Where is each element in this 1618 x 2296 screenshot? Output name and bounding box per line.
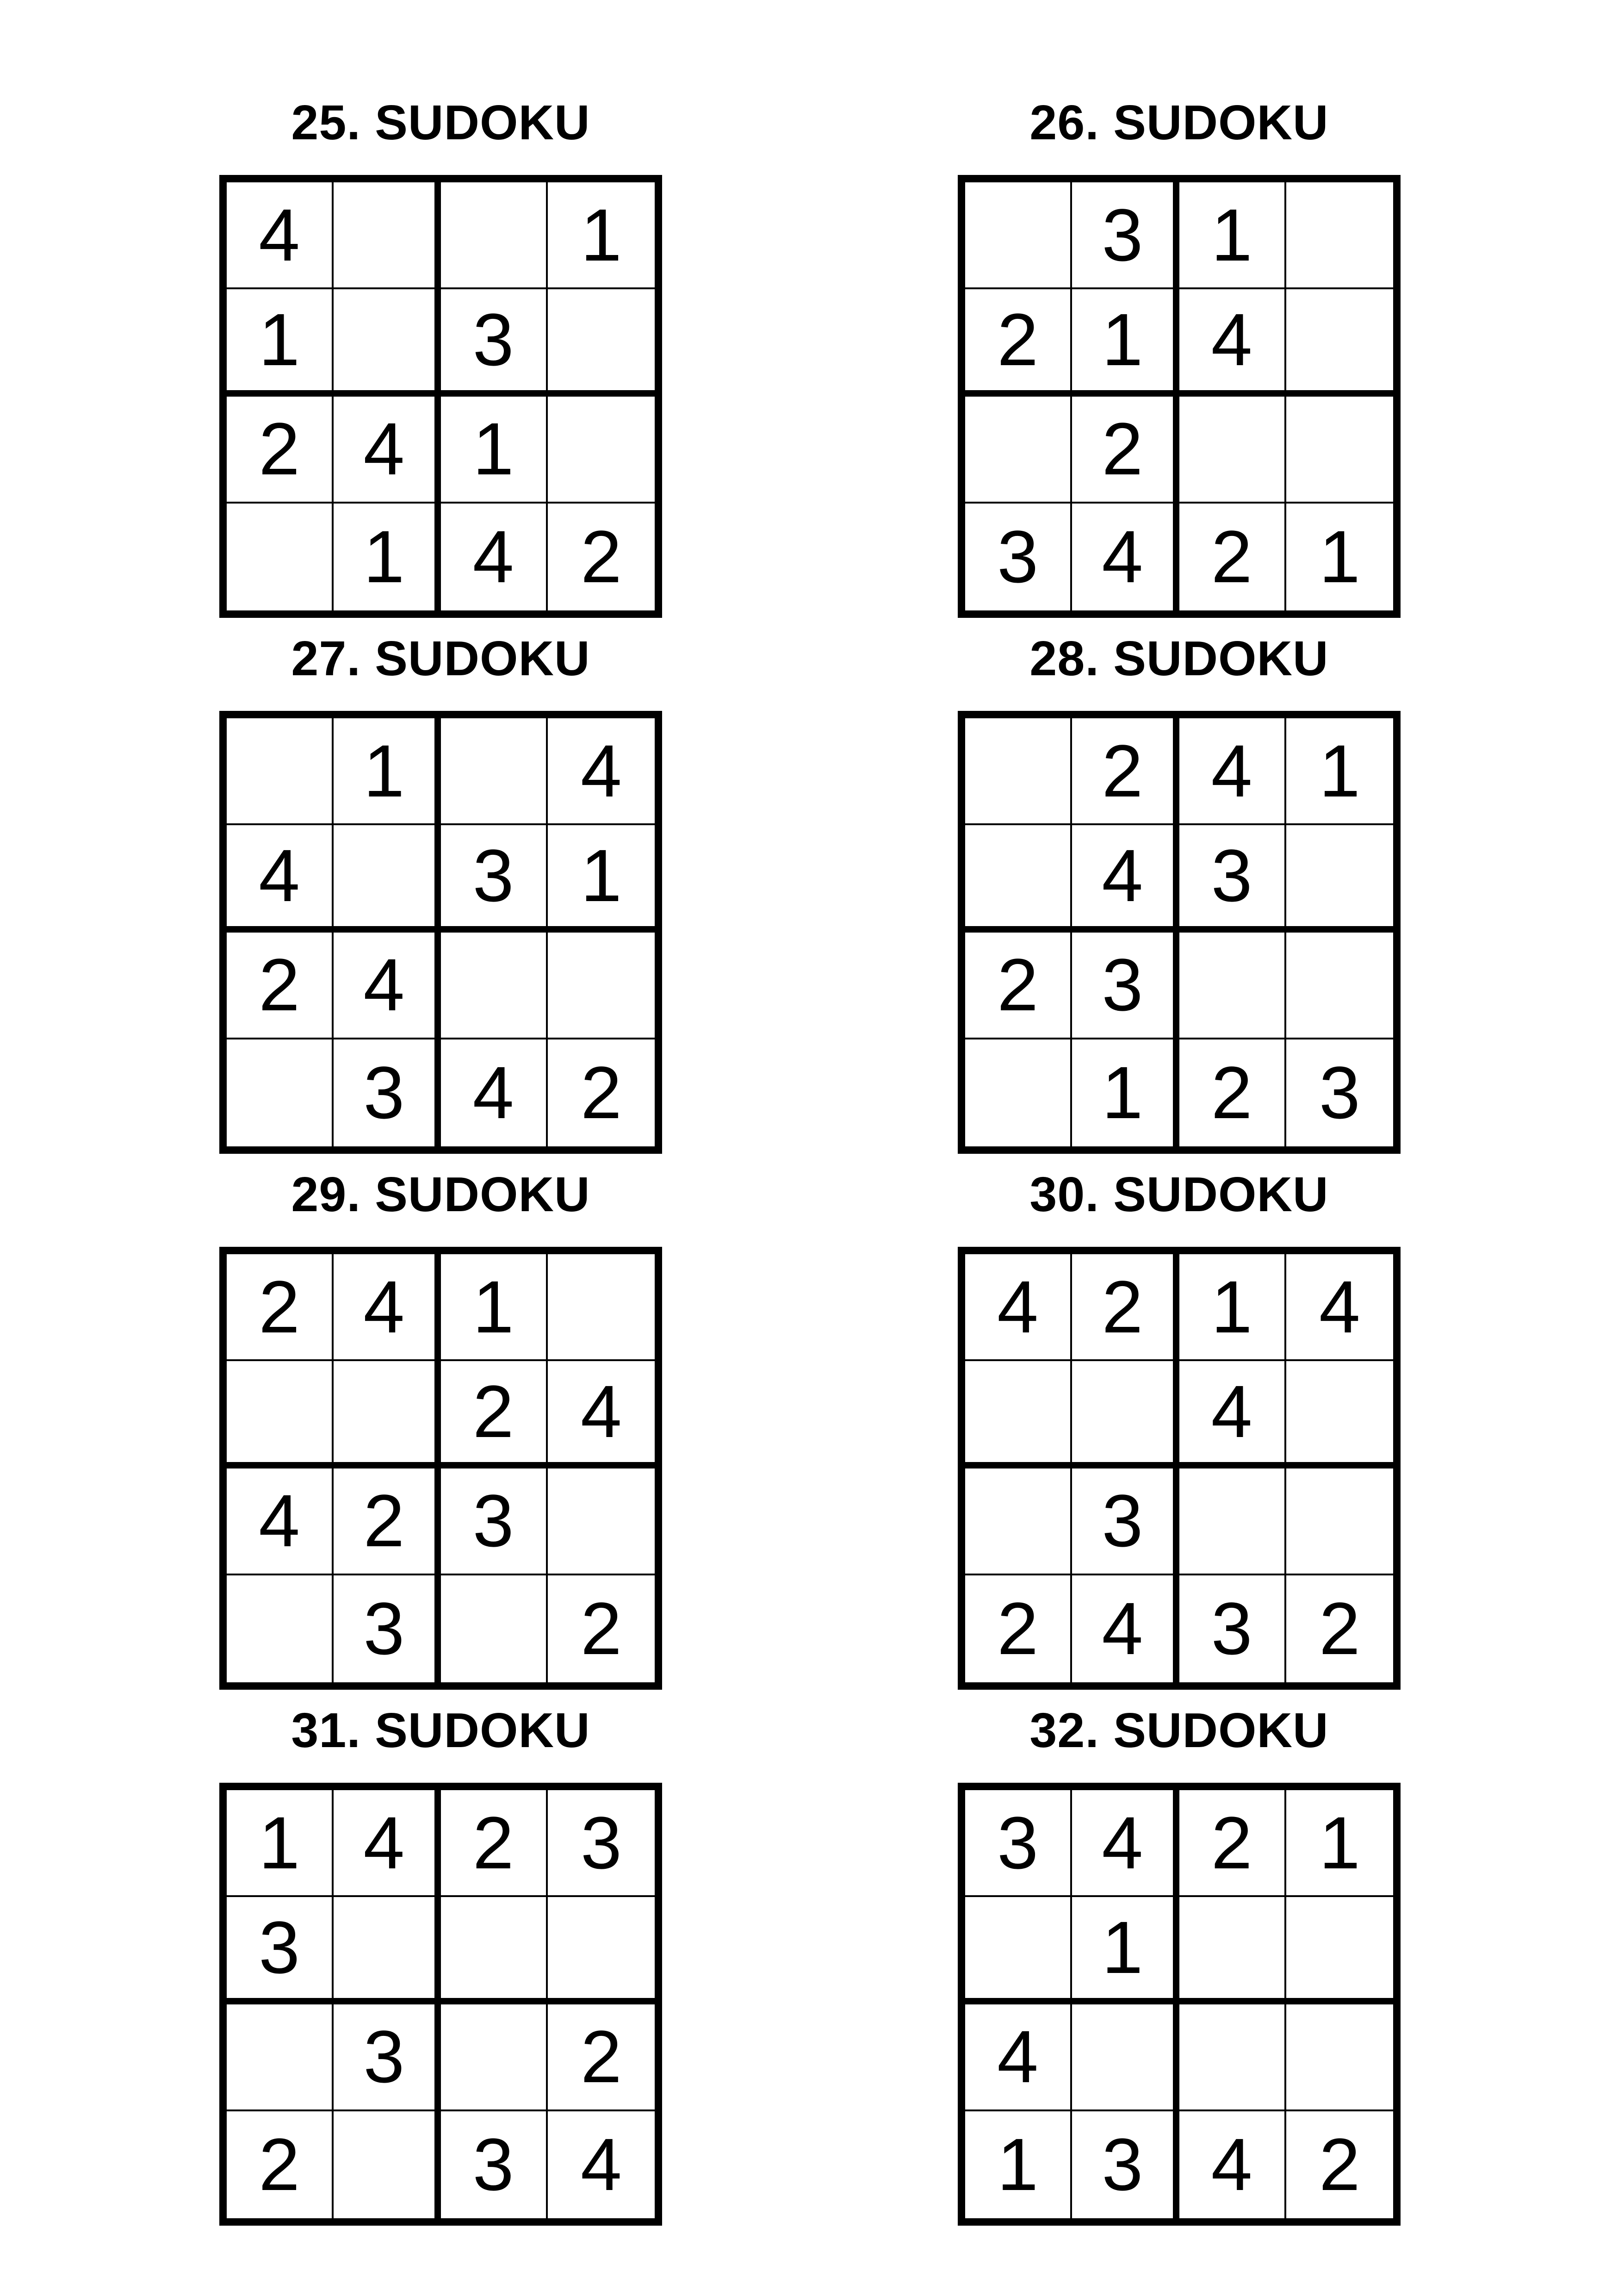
puzzle-title: 25. SUDOKU <box>291 95 590 150</box>
sudoku-cell[interactable] <box>441 182 548 289</box>
sudoku-cell: 3 <box>441 825 548 932</box>
sudoku-cell[interactable] <box>548 1254 655 1361</box>
sudoku-cell[interactable] <box>1286 397 1393 504</box>
sudoku-grid <box>958 1783 1401 2226</box>
sudoku-cell: 1 <box>227 1790 334 1897</box>
sudoku-cell: 3 <box>227 1897 334 2004</box>
puzzle-title: 28. SUDOKU <box>1029 631 1329 686</box>
sudoku-puzzle <box>958 1153 1401 1670</box>
sudoku-cell[interactable] <box>227 1575 334 1682</box>
sudoku-cell[interactable] <box>1286 825 1393 932</box>
sudoku-cell: 2 <box>1179 1039 1286 1146</box>
sudoku-cell: 1 <box>441 1254 548 1361</box>
sudoku-cell: 4 <box>334 397 440 504</box>
sudoku-cell[interactable] <box>548 1468 655 1575</box>
sudoku-cell: 4 <box>965 1254 1072 1361</box>
sudoku-cell: 4 <box>1072 504 1179 610</box>
sudoku-cell: 2 <box>1179 504 1286 610</box>
sudoku-cell: 1 <box>227 289 334 396</box>
sudoku-cell: 2 <box>227 2111 334 2218</box>
sudoku-cell[interactable] <box>965 182 1072 289</box>
sudoku-cell: 1 <box>441 397 548 504</box>
sudoku-cell: 1 <box>1072 289 1179 396</box>
sudoku-cell: 2 <box>227 933 334 1039</box>
sudoku-cell: 2 <box>1179 1790 1286 1897</box>
sudoku-cell: 2 <box>965 289 1072 396</box>
sudoku-cell[interactable] <box>227 718 334 825</box>
sudoku-cell: 2 <box>580 515 622 598</box>
sudoku-cell: 2 <box>1072 718 1179 825</box>
sudoku-cell[interactable] <box>334 2111 440 2218</box>
sudoku-cell[interactable] <box>1286 289 1393 396</box>
sudoku-cell: 3 <box>965 504 1072 610</box>
sudoku-cell: 1 <box>1286 718 1393 825</box>
sudoku-cell: 3 <box>334 1039 440 1146</box>
sudoku-cell: 1 <box>1319 515 1360 598</box>
sudoku-cell: 4 <box>227 825 334 932</box>
sudoku-cell: 3 <box>1179 825 1286 932</box>
sudoku-cell: 4 <box>227 182 334 289</box>
sudoku-cell: 3 <box>441 289 548 396</box>
sudoku-cell: 1 <box>1179 182 1286 289</box>
sudoku-cell: 2 <box>965 1575 1072 1682</box>
sudoku-cell[interactable] <box>334 825 440 932</box>
sudoku-cell[interactable] <box>227 1039 334 1146</box>
sudoku-cell: 2 <box>580 1051 622 1134</box>
sudoku-puzzle <box>958 1689 1401 2206</box>
sudoku-cell: 1 <box>1072 1039 1179 1146</box>
sudoku-cell: 2 <box>965 933 1072 1039</box>
sudoku-cell: 1 <box>1179 1254 1286 1361</box>
sudoku-cell: 4 <box>334 1254 440 1361</box>
sudoku-cell: 3 <box>1072 1468 1179 1575</box>
sudoku-cell: 4 <box>1179 289 1286 396</box>
sudoku-puzzle <box>219 1153 662 1670</box>
sudoku-grid <box>958 1247 1401 1690</box>
sudoku-cell[interactable] <box>441 933 548 1039</box>
sudoku-cell[interactable] <box>965 397 1072 504</box>
sudoku-cell: 1 <box>1072 1897 1179 2004</box>
sudoku-cell[interactable] <box>334 182 440 289</box>
sudoku-cell: 1 <box>1286 1790 1393 1897</box>
sudoku-cell: 3 <box>441 2111 548 2218</box>
sudoku-cell[interactable] <box>548 397 655 504</box>
sudoku-puzzle <box>219 617 662 1134</box>
sudoku-cell: 4 <box>334 933 440 1039</box>
sudoku-cell: 4 <box>441 504 548 610</box>
sudoku-cell[interactable] <box>965 1897 1072 2004</box>
sudoku-cell: 3 <box>1072 2111 1179 2218</box>
sudoku-cell[interactable] <box>334 1361 440 1468</box>
puzzle-title: 31. SUDOKU <box>291 1703 590 1758</box>
sudoku-cell: 4 <box>227 1468 334 1575</box>
sudoku-cell[interactable] <box>965 1361 1072 1468</box>
puzzle-title: 29. SUDOKU <box>291 1167 590 1222</box>
sudoku-cell[interactable] <box>227 2004 334 2111</box>
sudoku-puzzle <box>958 81 1401 598</box>
sudoku-cell: 4 <box>580 2123 622 2206</box>
sudoku-cell: 1 <box>334 718 440 825</box>
sudoku-cell: 2 <box>441 1361 548 1468</box>
sudoku-cell[interactable] <box>1179 2004 1286 2111</box>
sudoku-cell[interactable] <box>965 1039 1072 1146</box>
sudoku-cell[interactable] <box>441 718 548 825</box>
sudoku-puzzle <box>219 81 662 598</box>
sudoku-cell[interactable] <box>1179 397 1286 504</box>
sudoku-cell: 2 <box>548 2004 655 2111</box>
sudoku-cell[interactable] <box>441 2004 548 2111</box>
sudoku-cell[interactable] <box>1179 933 1286 1039</box>
sudoku-cell: 4 <box>1179 2111 1286 2218</box>
sudoku-cell[interactable] <box>965 825 1072 932</box>
sudoku-cell: 2 <box>1319 2123 1360 2206</box>
sudoku-cell[interactable] <box>441 1897 548 2004</box>
sudoku-puzzle <box>219 1689 662 2206</box>
sudoku-cell[interactable] <box>1072 1361 1179 1468</box>
sudoku-cell[interactable] <box>1286 1468 1393 1575</box>
sudoku-cell: 1 <box>334 504 440 610</box>
sudoku-cell[interactable] <box>548 933 655 1039</box>
sudoku-grid <box>219 175 662 618</box>
sudoku-cell: 4 <box>334 1790 440 1897</box>
sudoku-cell: 3 <box>441 1468 548 1575</box>
sudoku-cell: 4 <box>1072 825 1179 932</box>
sudoku-cell: 2 <box>1072 1254 1179 1361</box>
sudoku-cell: 3 <box>548 1790 655 1897</box>
sudoku-cell: 4 <box>1179 718 1286 825</box>
sudoku-cell[interactable] <box>965 1468 1072 1575</box>
sudoku-cell: 3 <box>334 2004 440 2111</box>
sudoku-cell[interactable] <box>1179 1468 1286 1575</box>
sudoku-cell: 4 <box>1286 1254 1393 1361</box>
sudoku-puzzle <box>958 617 1401 1134</box>
puzzle-title: 26. SUDOKU <box>1029 95 1329 150</box>
sudoku-cell[interactable] <box>548 289 655 396</box>
sudoku-cell[interactable] <box>1286 933 1393 1039</box>
sudoku-grid <box>958 175 1401 618</box>
puzzle-title: 30. SUDOKU <box>1029 1167 1329 1222</box>
sudoku-cell: 2 <box>1072 397 1179 504</box>
sudoku-cell[interactable] <box>1072 2004 1179 2111</box>
sudoku-cell[interactable] <box>548 1897 655 2004</box>
sudoku-cell: 2 <box>441 1790 548 1897</box>
sudoku-cell: 3 <box>1072 182 1179 289</box>
puzzle-title: 27. SUDOKU <box>291 631 590 686</box>
sudoku-cell: 3 <box>1179 1575 1286 1682</box>
sudoku-cell[interactable] <box>1286 1361 1393 1468</box>
sudoku-cell: 2 <box>334 1468 440 1575</box>
sudoku-cell: 3 <box>965 1790 1072 1897</box>
puzzle-title: 32. SUDOKU <box>1029 1703 1329 1758</box>
sudoku-cell: 2 <box>1319 1587 1360 1670</box>
sudoku-grid <box>219 1783 662 2226</box>
sudoku-cell: 4 <box>1072 1790 1179 1897</box>
sudoku-grid <box>219 1247 662 1690</box>
sudoku-cell: 3 <box>334 1575 440 1682</box>
sudoku-cell[interactable] <box>227 1361 334 1468</box>
sudoku-cell[interactable] <box>227 504 334 610</box>
sudoku-cell: 2 <box>580 1587 622 1670</box>
sudoku-cell: 1 <box>965 2111 1072 2218</box>
sudoku-cell: 4 <box>441 1039 548 1146</box>
sudoku-cell[interactable] <box>334 1897 440 2004</box>
sudoku-cell: 2 <box>227 397 334 504</box>
sudoku-grid <box>219 711 662 1154</box>
sudoku-cell: 1 <box>548 182 655 289</box>
sudoku-cell: 4 <box>548 1361 655 1468</box>
sudoku-cell[interactable] <box>1286 2004 1393 2111</box>
sudoku-cell: 4 <box>1072 1575 1179 1682</box>
sudoku-grid <box>958 711 1401 1154</box>
sudoku-cell[interactable] <box>441 1575 548 1682</box>
sudoku-cell[interactable] <box>1286 1897 1393 2004</box>
sudoku-cell: 3 <box>1072 933 1179 1039</box>
sudoku-cell: 3 <box>1319 1051 1360 1134</box>
sudoku-cell: 2 <box>227 1254 334 1361</box>
sudoku-cell[interactable] <box>1179 1897 1286 2004</box>
sudoku-cell[interactable] <box>1286 182 1393 289</box>
sudoku-cell: 4 <box>548 718 655 825</box>
sudoku-cell[interactable] <box>965 718 1072 825</box>
sudoku-cell: 4 <box>965 2004 1072 2111</box>
sudoku-cell: 4 <box>1179 1361 1286 1468</box>
sudoku-cell[interactable] <box>334 289 440 396</box>
sudoku-cell: 1 <box>548 825 655 932</box>
